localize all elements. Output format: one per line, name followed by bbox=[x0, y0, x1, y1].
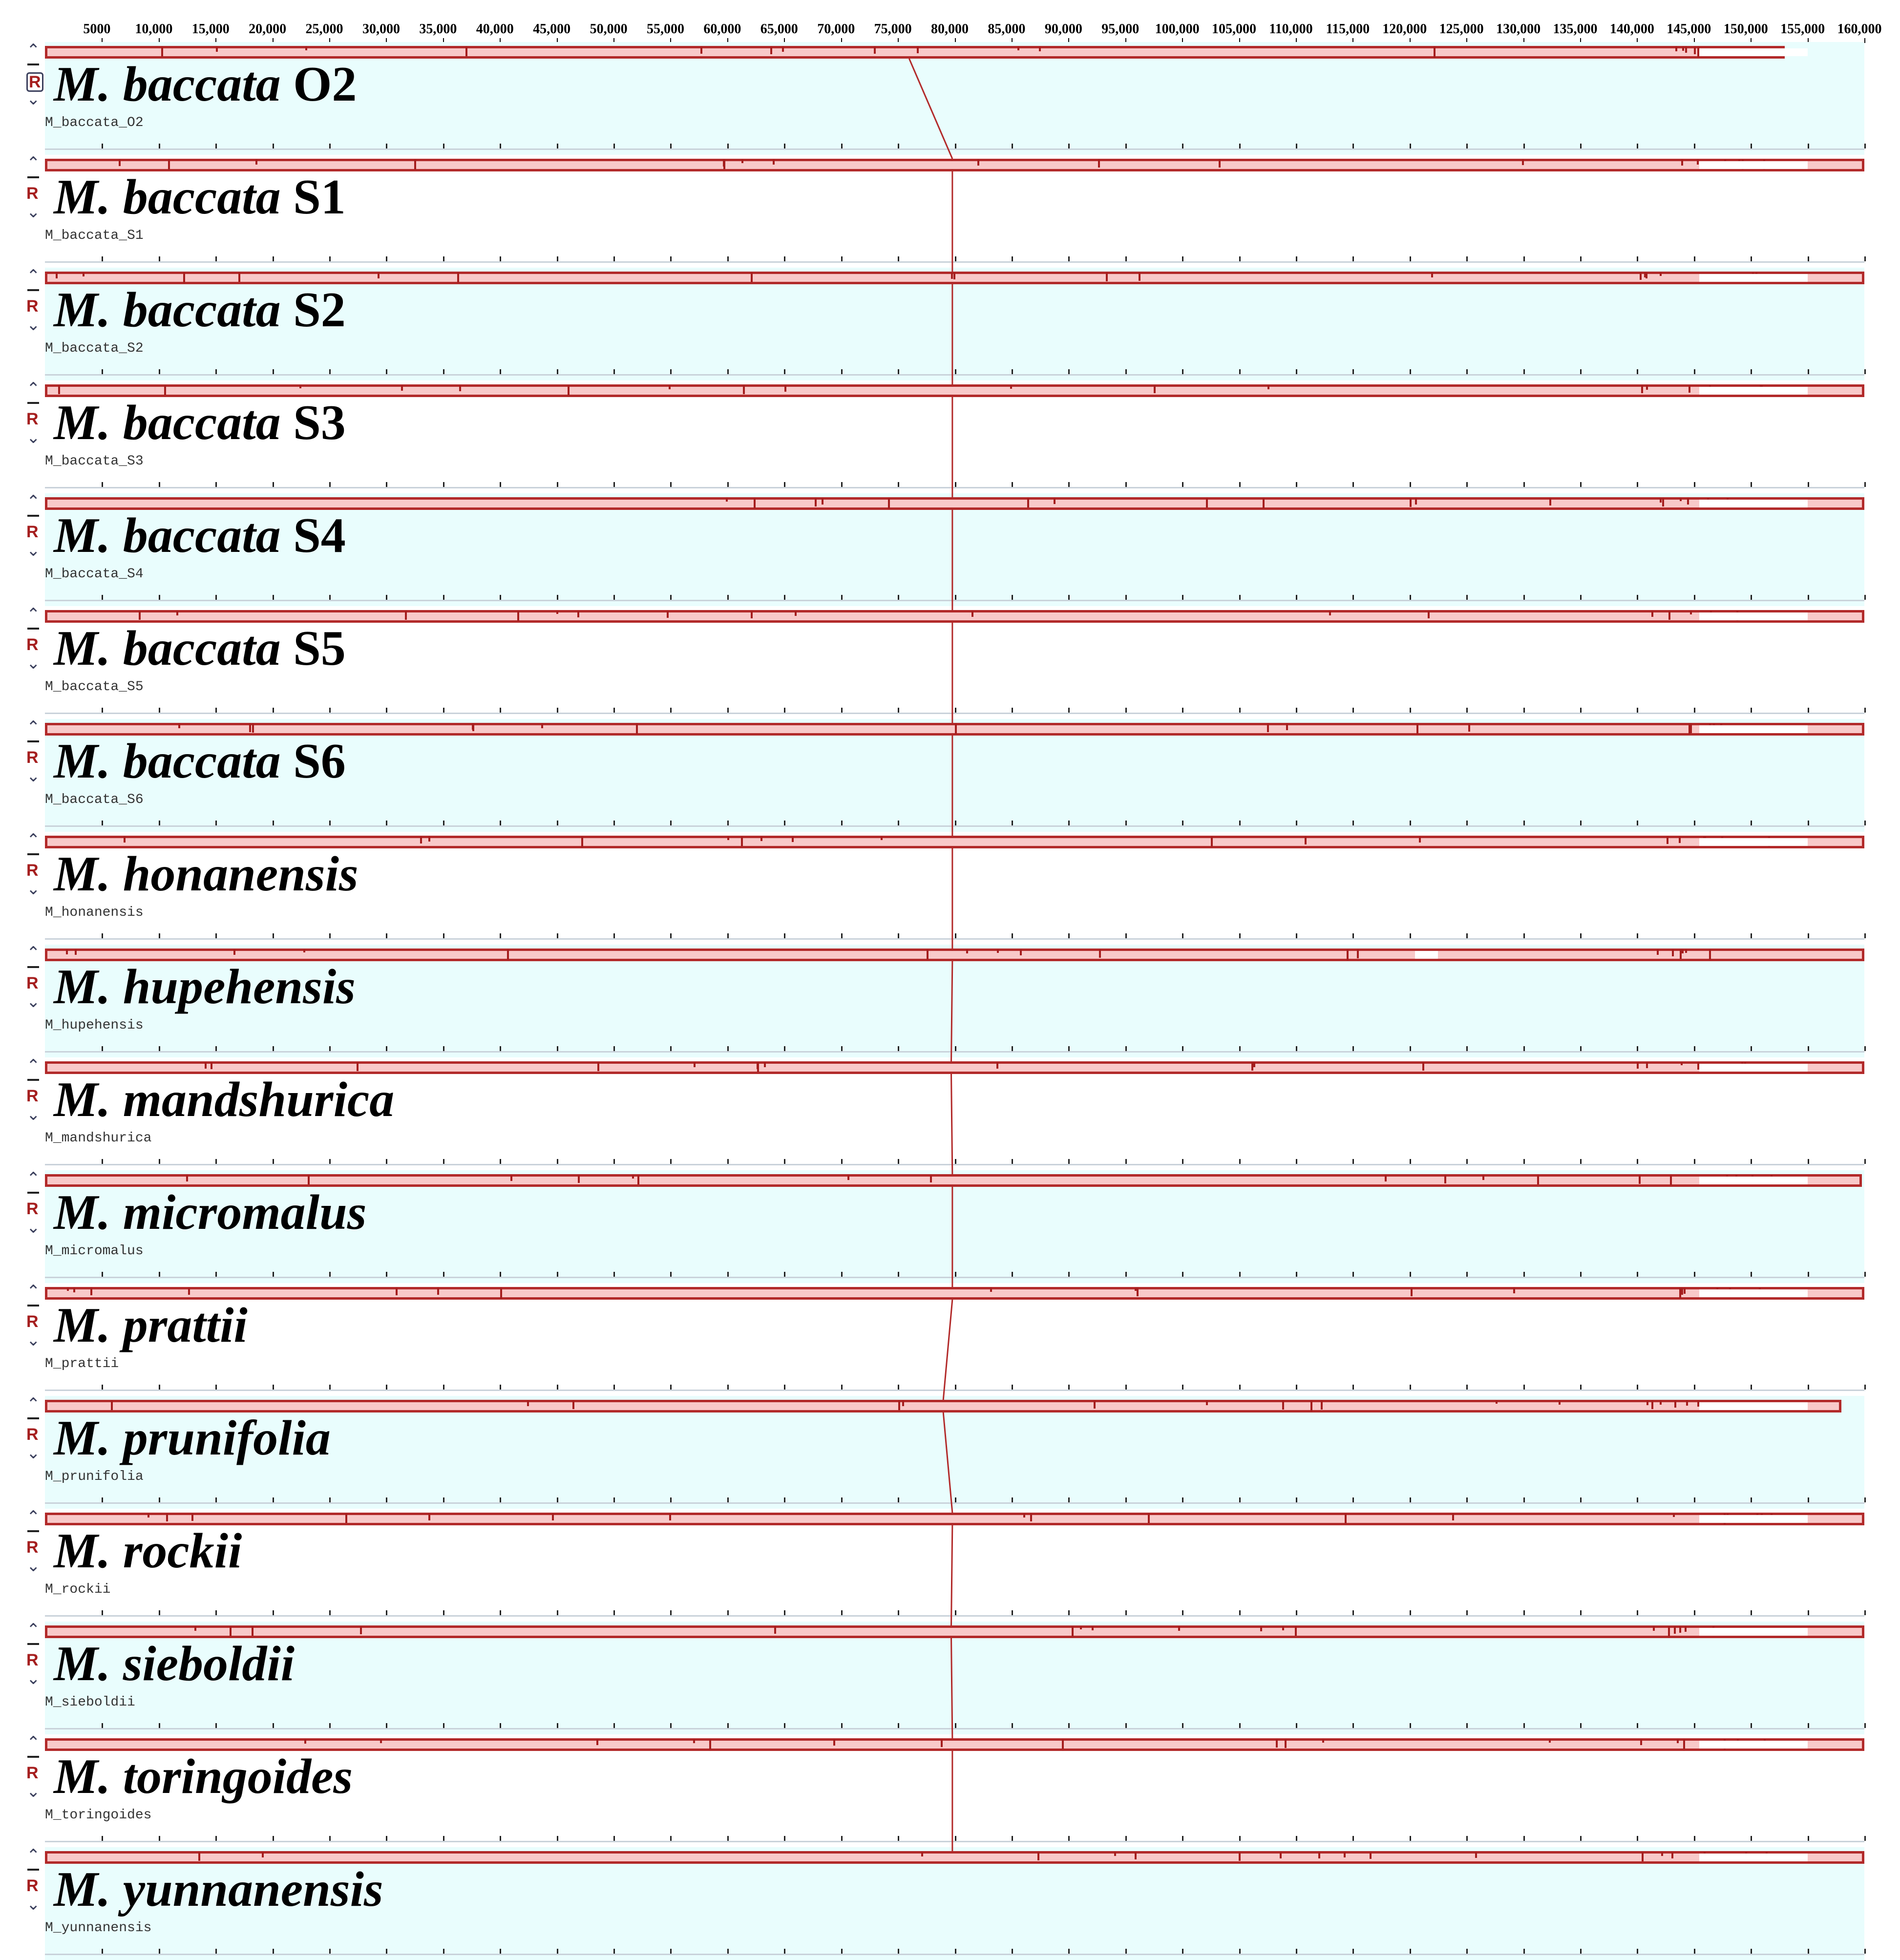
chevron-down-icon[interactable]: ⌄ bbox=[26, 1443, 41, 1463]
sequence-id: M_prattii bbox=[45, 1356, 119, 1371]
chevron-up-icon[interactable]: ⌃ bbox=[26, 1394, 41, 1414]
chevron-down-icon[interactable]: ⌄ bbox=[26, 1782, 41, 1801]
chevron-up-icon[interactable]: ⌃ bbox=[26, 717, 41, 737]
ruler-tick-label: 135,000 bbox=[1553, 21, 1598, 37]
ruler-tick-label: 30,000 bbox=[362, 21, 400, 37]
chevron-up-icon[interactable]: ⌃ bbox=[26, 943, 41, 963]
species-genus-epithet: M. baccata bbox=[54, 57, 281, 112]
species-genus-epithet: M. prunifolia bbox=[54, 1411, 331, 1466]
ruler-tick-label: 55,000 bbox=[646, 21, 684, 37]
reverse-button[interactable]: R bbox=[26, 635, 39, 654]
chevron-down-icon[interactable]: ⌄ bbox=[26, 879, 41, 899]
lcb-connector bbox=[951, 961, 952, 1061]
species-sample-suffix: S2 bbox=[280, 282, 346, 337]
lcb-connector bbox=[943, 1412, 952, 1513]
chevron-up-icon[interactable]: ⌃ bbox=[26, 41, 41, 60]
chevron-up-icon[interactable]: ⌃ bbox=[26, 1846, 41, 1865]
species-genus-epithet: M. honanensis bbox=[54, 846, 359, 902]
sequence-id: M_sieboldii bbox=[45, 1695, 135, 1710]
ruler-tick-label: 80,000 bbox=[931, 21, 969, 37]
species-genus-epithet: M. micromalus bbox=[54, 1185, 367, 1240]
sequence-id: M_micromalus bbox=[45, 1243, 144, 1259]
reverse-button[interactable]: R bbox=[26, 72, 43, 92]
chevron-down-icon[interactable]: ⌄ bbox=[26, 428, 41, 447]
species-genus-epithet: M. yunnanensis bbox=[54, 1862, 383, 1917]
track-separator bbox=[45, 1954, 1864, 1955]
ruler-tick-label: 140,000 bbox=[1609, 21, 1654, 37]
chevron-up-icon[interactable]: ⌃ bbox=[26, 153, 41, 173]
chevron-down-icon[interactable]: ⌄ bbox=[26, 1105, 41, 1124]
chevron-up-icon[interactable]: ⌃ bbox=[26, 266, 41, 286]
reverse-button[interactable]: R bbox=[26, 1312, 39, 1331]
reverse-button[interactable]: R bbox=[26, 1087, 39, 1105]
ruler-tick-label: 70,000 bbox=[817, 21, 855, 37]
ruler-tick-label: 60,000 bbox=[703, 21, 741, 37]
reverse-button[interactable]: R bbox=[26, 974, 39, 992]
chevron-down-icon[interactable]: ⌄ bbox=[26, 653, 41, 673]
ruler-tick-label: 5000 bbox=[83, 21, 111, 37]
sequence-id: M_rockii bbox=[45, 1582, 111, 1597]
ruler-tick-label: 105,000 bbox=[1212, 21, 1257, 37]
ruler-tick-label: 85,000 bbox=[988, 21, 1026, 37]
ruler-tick-label: 90,000 bbox=[1044, 21, 1082, 37]
sequence-id: M_baccata_S4 bbox=[45, 567, 144, 582]
reverse-button[interactable]: R bbox=[26, 1538, 39, 1557]
reverse-button[interactable]: R bbox=[26, 1651, 39, 1669]
species-genus-epithet: M. baccata bbox=[54, 282, 281, 337]
ruler-tick-label: 65,000 bbox=[760, 21, 798, 37]
chevron-down-icon[interactable]: ⌄ bbox=[26, 541, 41, 560]
chevron-down-icon[interactable]: ⌄ bbox=[26, 992, 41, 1012]
species-sample-suffix: S5 bbox=[280, 621, 346, 676]
species-sample-suffix: O2 bbox=[280, 57, 357, 112]
chevron-up-icon[interactable]: ⌃ bbox=[26, 1282, 41, 1301]
chevron-up-icon[interactable]: ⌃ bbox=[26, 1733, 41, 1752]
lcb-connector bbox=[909, 59, 952, 159]
ruler-tick-label: 120,000 bbox=[1382, 21, 1427, 37]
sequence-id: M_honanensis bbox=[45, 905, 144, 920]
lcb-connector bbox=[951, 1074, 952, 1174]
chevron-up-icon[interactable]: ⌃ bbox=[26, 1620, 41, 1640]
species-sample-suffix: S4 bbox=[280, 508, 346, 563]
chevron-down-icon[interactable]: ⌄ bbox=[26, 89, 41, 109]
sequence-id: M_mandshurica bbox=[45, 1131, 152, 1146]
ruler-tick-label: 95,000 bbox=[1101, 21, 1140, 37]
species-genus-epithet: M. hupehensis bbox=[54, 959, 356, 1014]
ruler-tick-label: 15,000 bbox=[191, 21, 230, 37]
sequence-id: M_baccata_S2 bbox=[45, 341, 144, 356]
chevron-down-icon[interactable]: ⌄ bbox=[26, 202, 41, 222]
reverse-button[interactable]: R bbox=[26, 748, 39, 767]
sequence-id: M_toringoides bbox=[45, 1808, 152, 1823]
reverse-button[interactable]: R bbox=[26, 1764, 39, 1782]
sequence-id: M_baccata_S3 bbox=[45, 454, 144, 469]
species-sample-suffix: S1 bbox=[280, 169, 346, 225]
ruler-tick-label: 160,000 bbox=[1837, 21, 1882, 37]
species-genus-epithet: M. baccata bbox=[54, 395, 281, 450]
reverse-button[interactable]: R bbox=[26, 523, 39, 541]
ruler-tick-label: 155,000 bbox=[1780, 21, 1825, 37]
sequence-id: M_yunnanensis bbox=[45, 1920, 152, 1936]
chevron-down-icon[interactable]: ⌄ bbox=[26, 1556, 41, 1576]
sequence-id: M_baccata_S5 bbox=[45, 679, 144, 695]
sequence-id: M_baccata_O2 bbox=[45, 115, 144, 130]
species-genus-epithet: M. baccata bbox=[54, 621, 281, 676]
chevron-up-icon[interactable]: ⌃ bbox=[26, 605, 41, 624]
reverse-button[interactable]: R bbox=[26, 1425, 39, 1444]
chevron-down-icon[interactable]: ⌄ bbox=[26, 766, 41, 786]
ruler-tick-label: 145,000 bbox=[1667, 21, 1711, 37]
reverse-button[interactable]: R bbox=[26, 861, 39, 880]
species-genus-epithet: M. baccata bbox=[54, 734, 281, 789]
ruler-tick-label: 10,000 bbox=[135, 21, 173, 37]
species-genus-epithet: M. sieboldii bbox=[54, 1636, 295, 1691]
ruler-tick-label: 45,000 bbox=[533, 21, 571, 37]
chevron-up-icon[interactable]: ⌃ bbox=[26, 379, 41, 399]
species-genus-epithet: M. prattii bbox=[54, 1298, 248, 1353]
reverse-button[interactable]: R bbox=[26, 410, 39, 428]
sequence-id: M_prunifolia bbox=[45, 1469, 144, 1484]
species-sample-suffix: S3 bbox=[280, 395, 346, 450]
ruler-tick-label: 20,000 bbox=[249, 21, 287, 37]
species-genus-epithet: M. mandshurica bbox=[54, 1072, 395, 1127]
lcb-connector bbox=[951, 1638, 952, 1738]
chevron-down-icon[interactable]: ⌄ bbox=[26, 1218, 41, 1237]
ruler-tick-label: 130,000 bbox=[1496, 21, 1541, 37]
chevron-up-icon[interactable]: ⌃ bbox=[26, 1169, 41, 1188]
species-genus-epithet: M. baccata bbox=[54, 169, 281, 225]
species-sample-suffix: S6 bbox=[280, 734, 346, 789]
chevron-up-icon[interactable]: ⌃ bbox=[26, 1056, 41, 1075]
reverse-button[interactable]: R bbox=[26, 1200, 39, 1218]
ruler-tick-label: 125,000 bbox=[1439, 21, 1484, 37]
reverse-button[interactable]: R bbox=[26, 1876, 39, 1895]
lcb-connector bbox=[943, 1300, 952, 1400]
ruler-tick-label: 75,000 bbox=[874, 21, 912, 37]
ruler-tick-label: 25,000 bbox=[305, 21, 343, 37]
chevron-up-icon[interactable]: ⌃ bbox=[26, 830, 41, 850]
lcb-connector bbox=[951, 1525, 952, 1625]
species-genus-epithet: M. rockii bbox=[54, 1523, 242, 1579]
reverse-button[interactable]: R bbox=[26, 184, 39, 203]
ruler-tick-label: 115,000 bbox=[1326, 21, 1370, 37]
chevron-up-icon[interactable]: ⌃ bbox=[26, 1507, 41, 1527]
chevron-down-icon[interactable]: ⌄ bbox=[26, 1669, 41, 1688]
ruler-tick-label: 150,000 bbox=[1723, 21, 1768, 37]
sequence-id: M_baccata_S6 bbox=[45, 792, 144, 807]
ruler-tick-label: 40,000 bbox=[476, 21, 514, 37]
reverse-button[interactable]: R bbox=[26, 297, 39, 316]
ruler-tick-label: 35,000 bbox=[419, 21, 457, 37]
chevron-down-icon[interactable]: ⌄ bbox=[26, 1330, 41, 1350]
species-genus-epithet: M. toringoides bbox=[54, 1749, 353, 1804]
ruler-tick-label: 110,000 bbox=[1269, 21, 1313, 37]
chevron-up-icon[interactable]: ⌃ bbox=[26, 492, 41, 511]
species-genus-epithet: M. baccata bbox=[54, 508, 281, 563]
ruler-tick-label: 100,000 bbox=[1155, 21, 1200, 37]
chevron-down-icon[interactable]: ⌄ bbox=[26, 315, 41, 335]
sequence-id: M_baccata_S1 bbox=[45, 228, 144, 243]
chevron-down-icon[interactable]: ⌄ bbox=[26, 1895, 41, 1914]
ruler-tick-label: 50,000 bbox=[590, 21, 628, 37]
sequence-id: M_hupehensis bbox=[45, 1018, 144, 1033]
